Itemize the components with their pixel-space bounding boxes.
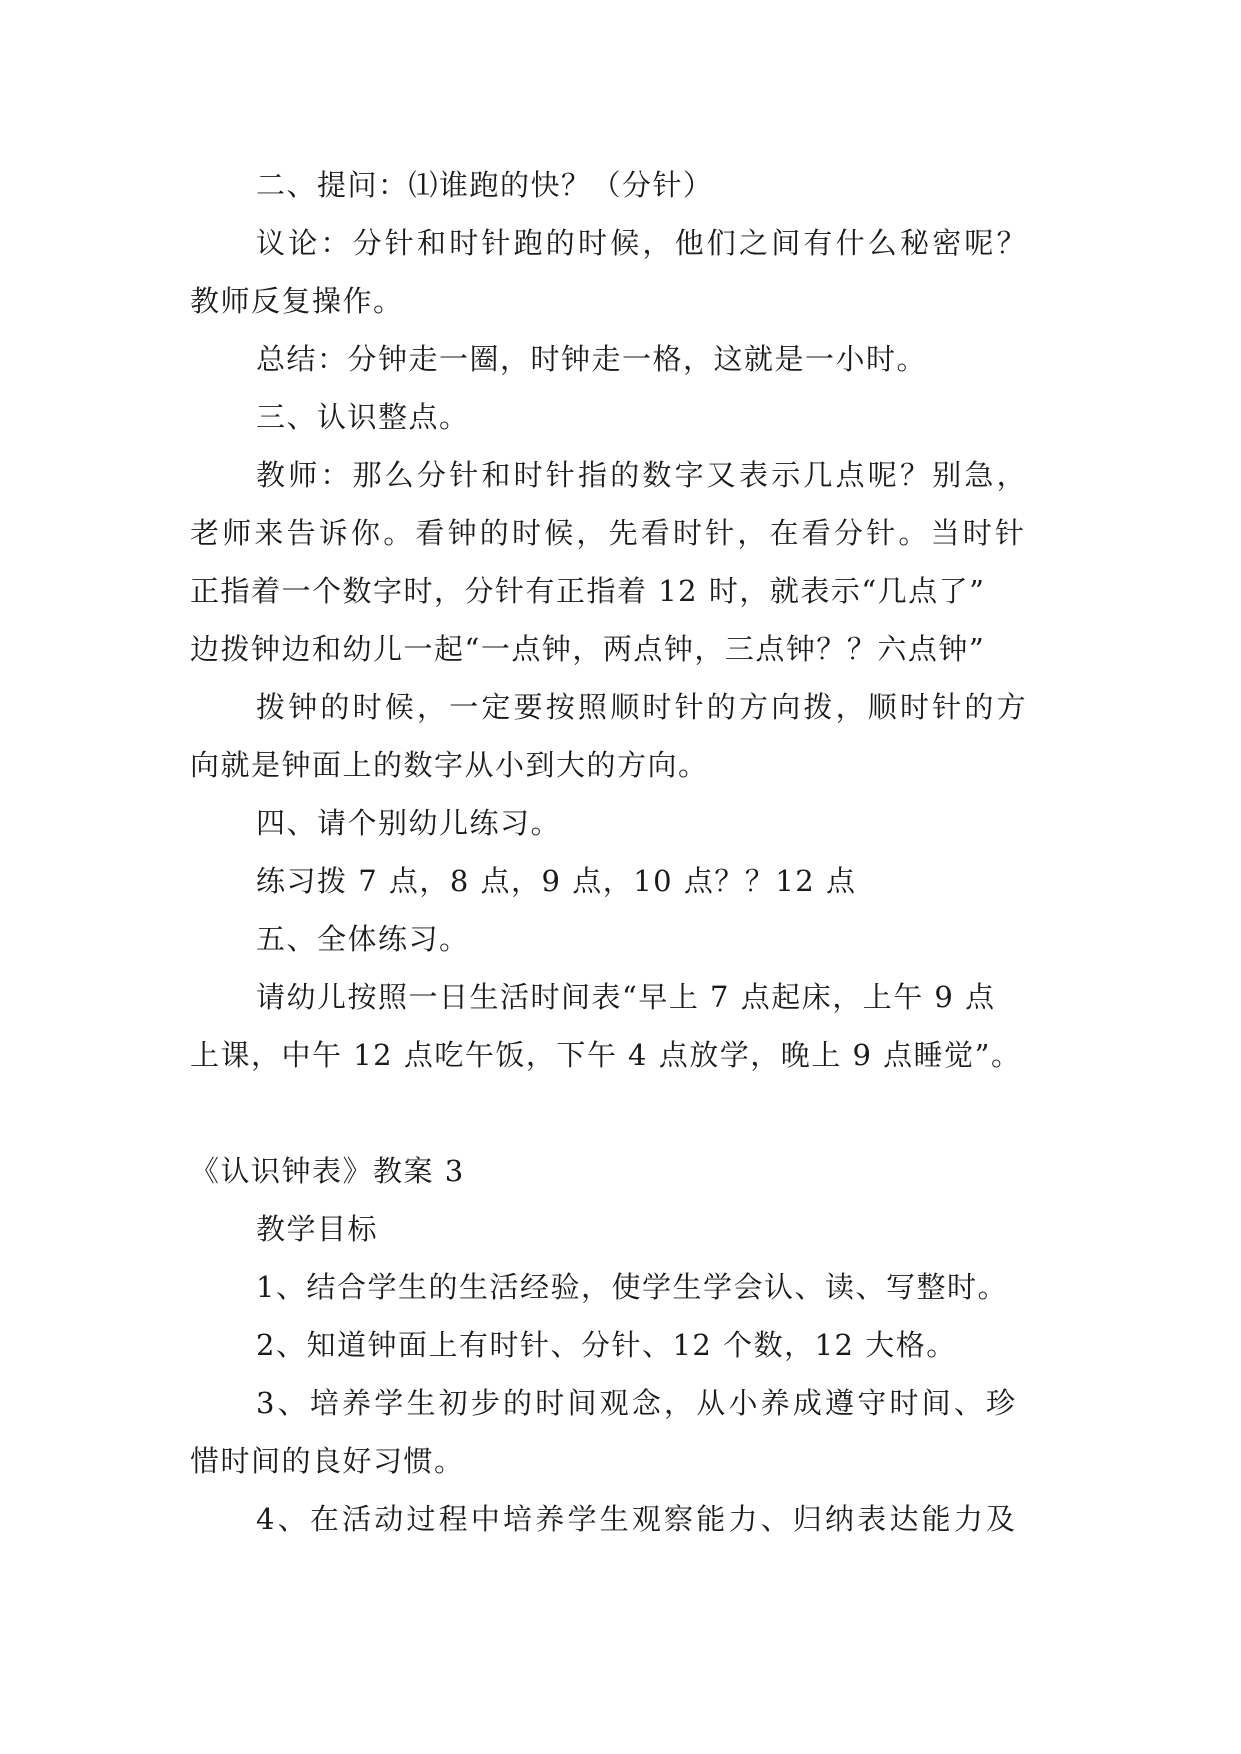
list-item-continued: 惜时间的良好习惯。 — [190, 1444, 465, 1478]
paragraph-line: 请幼儿按照一日生活时间表“早上 7 点起床，上午 9 点 — [256, 980, 996, 1014]
paragraph-line: 上课，中午 12 点吃午饭，下午 4 点放学，晚上 9 点睡觉”。 — [190, 1038, 1022, 1072]
list-item: 2、知道钟面上有时针、分针、12 个数，12 大格。 — [256, 1328, 957, 1362]
paragraph-line: 边拨钟边和幼儿一起“一点钟，两点钟，三点钟？？六点钟” — [190, 632, 986, 666]
paragraph-line: 拨钟的时候，一定要按照顺时针的方向拨，顺时针的方 — [256, 690, 1029, 724]
list-item: 1、结合学生的生活经验，使学生学会认、读、写整时。 — [256, 1270, 1008, 1304]
paragraph-line: 二、提问：⑴谁跑的快？（分针） — [256, 168, 714, 202]
paragraph-line: 正指着一个数字时，分针有正指着 12 时，就表示“几点了” — [190, 574, 986, 608]
section-heading: 三、认识整点。 — [256, 400, 470, 434]
paragraph-line: 老师来告诉你。看钟的时候，先看时针，在看分针。当时针 — [190, 516, 1028, 550]
paragraph-line: 向就是钟面上的数字从小到大的方向。 — [190, 748, 709, 782]
paragraph-line: 练习拨 7 点，8 点，9 点，10 点？？12 点 — [256, 864, 857, 898]
paragraph-line: 总结：分钟走一圈，时钟走一格，这就是一小时。 — [256, 342, 928, 376]
lesson-title: 《认识钟表》教案 3 — [190, 1154, 465, 1188]
section-heading: 五、全体练习。 — [256, 922, 470, 956]
list-item: 4、在活动过程中培养学生观察能力、归纳表达能力及 — [256, 1502, 1019, 1536]
paragraph-line: 教师：那么分针和时针指的数字又表示几点呢？别急， — [256, 458, 1029, 492]
paragraph-line: 议论：分针和时针跑的时候，他们之间有什么秘密呢？ — [256, 226, 1029, 260]
paragraph-line: 教师反复操作。 — [190, 284, 404, 318]
section-heading: 四、请个别幼儿练习。 — [256, 806, 562, 840]
list-item: 3、培养学生初步的时间观念，从小养成遵守时间、珍 — [256, 1386, 1019, 1420]
section-heading: 教学目标 — [256, 1212, 379, 1246]
